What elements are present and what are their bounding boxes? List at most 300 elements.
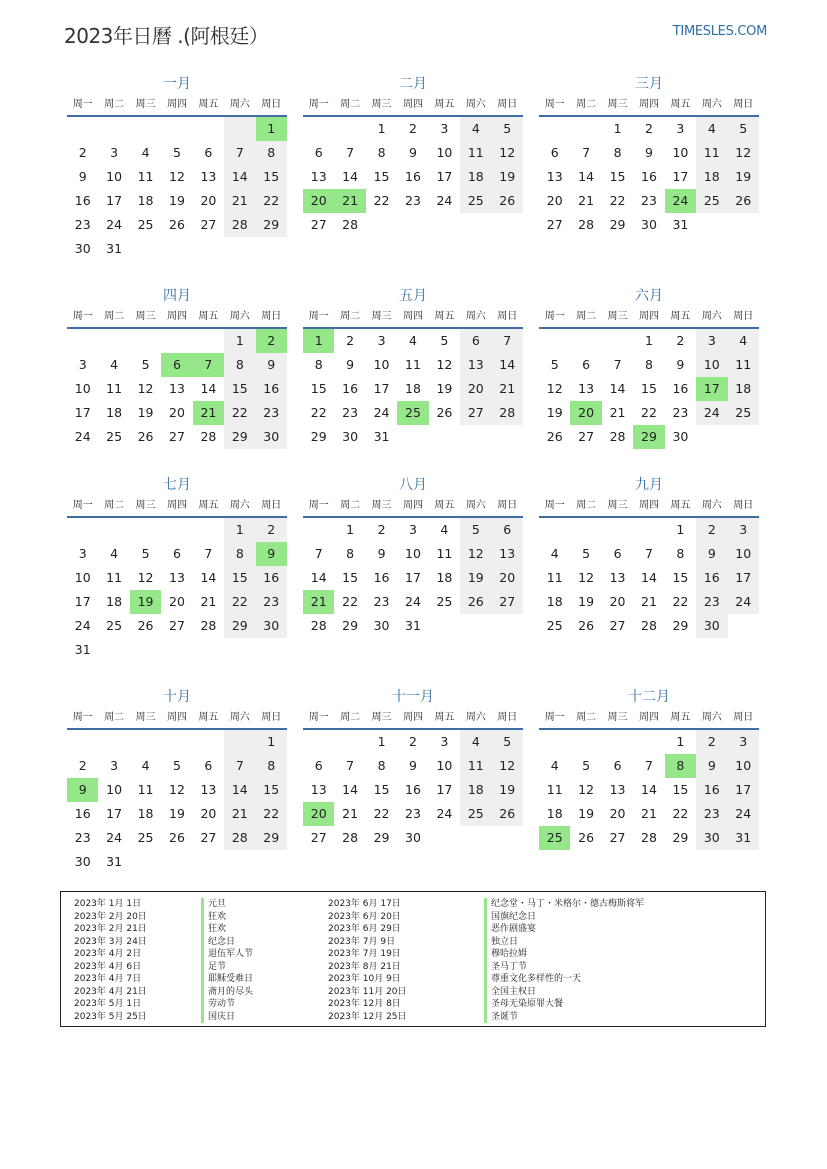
weekday-header: 周二 — [570, 307, 601, 329]
weekday-header: 周一 — [67, 307, 98, 329]
day-cell: 18 — [405, 381, 421, 396]
day-cell: 24 — [728, 590, 759, 614]
legend-holiday-name: 足节 — [201, 961, 253, 974]
day-cell: 16 — [641, 169, 657, 184]
legend-holiday-name: 圣马丁节 — [484, 961, 644, 974]
day-cell: 4 — [141, 145, 150, 160]
day-cell: 28 — [492, 401, 523, 425]
legend-date: 2023年 3月 24日 — [74, 936, 147, 947]
day-cell: 14 — [342, 782, 359, 797]
weekday-header: 周五 — [665, 95, 696, 117]
day-cell: 16 — [405, 169, 421, 184]
legend-holiday-name: 穆哈拉姆 — [484, 948, 644, 961]
day-cell: 24 — [106, 830, 123, 845]
day-cell: 21 — [224, 189, 255, 213]
day-cell: 2 — [78, 145, 87, 160]
weekday-header: 周一 — [67, 708, 98, 730]
day-cell: 31 — [74, 642, 91, 657]
weekday-header: 周日 — [492, 708, 523, 730]
day-cell: 23 — [672, 405, 689, 420]
day-cell: 6 — [582, 357, 591, 372]
weekday-header: 周六 — [460, 95, 491, 117]
empty-day-cell — [193, 518, 224, 542]
empty-day-cell — [303, 730, 334, 754]
day-cell: 1 — [377, 734, 386, 749]
legend-holiday-name: 国庆日 — [201, 1011, 253, 1024]
day-cell: 17 — [405, 570, 421, 585]
day-cell: 8 — [676, 546, 685, 561]
day-cell: 13 — [310, 169, 327, 184]
day-cell: 8 — [256, 141, 287, 165]
month-9 — [539, 474, 759, 638]
day-cell: 2 — [696, 730, 727, 754]
day-cell: 16 — [672, 381, 689, 396]
day-cell: 9 — [676, 357, 685, 372]
day-cell: 2 — [377, 522, 386, 537]
weekday-header: 周五 — [429, 496, 460, 518]
weekday-header: 周日 — [256, 95, 287, 117]
day-cell: 9 — [696, 754, 727, 778]
day-cell: 18 — [137, 806, 154, 821]
day-cell: 13 — [310, 782, 327, 797]
day-cell: 31 — [728, 826, 759, 850]
day-cell: 25 — [460, 802, 491, 826]
day-cell: 5 — [728, 117, 759, 141]
day-cell: 29 — [672, 830, 689, 845]
day-cell: 8 — [377, 145, 386, 160]
weekday-header: 周一 — [67, 496, 98, 518]
day-cell: 18 — [460, 165, 491, 189]
day-cell: 7 — [224, 141, 255, 165]
legend-holiday-name: 恶作剧盛宴 — [484, 923, 644, 936]
empty-day-cell — [303, 117, 334, 141]
day-cell: 5 — [550, 357, 559, 372]
day-cell: 27 — [578, 429, 595, 444]
legend-dates-column-2 — [328, 898, 407, 1023]
empty-day-cell — [570, 329, 601, 353]
day-cell: 21 — [609, 405, 626, 420]
day-cell: 9 — [696, 542, 727, 566]
day-cell: 11 — [137, 782, 154, 797]
month-4 — [67, 285, 287, 449]
day-cell: 12 — [546, 381, 563, 396]
day-cell: 12 — [578, 570, 595, 585]
day-cell: 4 — [550, 758, 559, 773]
holiday-day-cell: 25 — [539, 826, 570, 850]
day-cell: 1 — [645, 333, 653, 348]
day-cell: 8 — [224, 542, 255, 566]
day-cell: 24 — [696, 401, 727, 425]
month-1 — [67, 73, 287, 261]
day-cell: 28 — [342, 217, 359, 232]
day-cell: 18 — [728, 377, 759, 401]
day-cell: 26 — [728, 189, 759, 213]
day-cell: 7 — [492, 329, 523, 353]
day-cell: 20 — [200, 806, 217, 821]
weekday-header: 周五 — [193, 307, 224, 329]
day-cell: 1 — [377, 121, 386, 136]
day-cell: 29 — [256, 213, 287, 237]
day-cell: 9 — [256, 353, 287, 377]
weekday-header: 周五 — [665, 307, 696, 329]
day-cell: 29 — [672, 618, 689, 633]
weekday-header: 周四 — [161, 496, 192, 518]
legend-date: 2023年 4月 6日 — [74, 961, 142, 972]
day-cell: 24 — [728, 802, 759, 826]
weekday-header: 周五 — [665, 496, 696, 518]
day-cell: 16 — [696, 778, 727, 802]
month-title: 十二月 — [628, 689, 670, 705]
day-cell: 7 — [204, 546, 213, 561]
weekday-header: 周三 — [602, 95, 633, 117]
holiday-legend — [60, 891, 766, 1027]
day-cell: 8 — [256, 754, 287, 778]
empty-day-cell — [602, 518, 633, 542]
legend-holiday-name: 尊重文化多样性的一天 — [484, 973, 644, 986]
day-cell: 6 — [613, 758, 622, 773]
day-cell: 10 — [405, 546, 421, 561]
day-cell: 25 — [460, 189, 491, 213]
day-cell: 9 — [645, 145, 653, 160]
day-cell: 27 — [492, 590, 523, 614]
day-cell: 3 — [696, 329, 727, 353]
legend-date: 2023年 7月 19日 — [328, 949, 401, 959]
day-cell: 20 — [492, 566, 523, 590]
day-cell: 11 — [106, 570, 123, 585]
empty-day-cell — [570, 518, 601, 542]
day-cell: 8 — [346, 546, 355, 561]
day-cell: 18 — [696, 165, 727, 189]
legend-holiday-name: 退伍军人节 — [201, 948, 253, 961]
weekday-header: 周日 — [492, 496, 523, 518]
day-cell: 30 — [74, 854, 91, 869]
day-cell: 24 — [74, 618, 91, 633]
day-cell: 12 — [492, 141, 523, 165]
weekday-header: 周五 — [429, 708, 460, 730]
day-cell: 10 — [672, 145, 689, 160]
day-cell: 14 — [342, 169, 359, 184]
month-grid — [539, 496, 759, 638]
day-cell: 28 — [200, 618, 217, 633]
day-cell: 8 — [377, 758, 386, 773]
day-cell: 3 — [440, 734, 449, 749]
day-cell: 11 — [106, 381, 123, 396]
empty-day-cell — [633, 518, 664, 542]
empty-day-cell — [539, 518, 570, 542]
empty-day-cell — [161, 730, 192, 754]
empty-day-cell — [67, 518, 98, 542]
day-cell: 17 — [728, 778, 759, 802]
holiday-day-cell: 8 — [665, 754, 696, 778]
day-cell: 30 — [641, 217, 657, 232]
empty-day-cell — [602, 730, 633, 754]
day-cell: 15 — [256, 165, 287, 189]
day-cell: 27 — [609, 618, 626, 633]
day-cell: 27 — [310, 830, 327, 845]
day-cell: 31 — [106, 854, 123, 869]
weekday-header: 周二 — [98, 496, 129, 518]
weekday-header: 周日 — [256, 496, 287, 518]
weekday-header: 周三 — [366, 95, 397, 117]
day-cell: 21 — [641, 806, 657, 821]
day-cell: 26 — [578, 618, 595, 633]
weekday-header: 周四 — [161, 95, 192, 117]
day-cell: 17 — [436, 169, 453, 184]
day-cell: 11 — [460, 754, 491, 778]
day-cell: 26 — [169, 830, 185, 845]
day-cell: 29 — [310, 429, 327, 444]
day-cell: 7 — [613, 357, 622, 372]
day-cell: 17 — [106, 806, 123, 821]
legend-holiday-name: 纪念日 — [201, 936, 253, 949]
weekday-header: 周日 — [728, 307, 759, 329]
site-name[interactable]: TIMESLES.COM — [672, 24, 767, 39]
month-7 — [67, 474, 287, 662]
holiday-day-cell: 21 — [334, 189, 365, 213]
day-cell: 23 — [256, 590, 287, 614]
legend-holiday-name: 劳动节 — [201, 998, 253, 1011]
empty-day-cell — [539, 117, 570, 141]
month-12 — [539, 686, 759, 850]
weekday-header: 周二 — [334, 496, 365, 518]
day-cell: 5 — [141, 546, 150, 561]
legend-date: 2023年 12月 8日 — [328, 999, 401, 1009]
day-cell: 30 — [373, 618, 390, 633]
day-cell: 28 — [342, 830, 359, 845]
day-cell: 12 — [169, 782, 185, 797]
legend-date: 2023年 6月 29日 — [328, 924, 401, 934]
day-cell: 21 — [578, 193, 595, 208]
day-cell: 25 — [546, 618, 563, 633]
day-cell: 29 — [373, 830, 390, 845]
day-cell: 25 — [436, 594, 453, 609]
day-cell: 6 — [173, 546, 181, 561]
weekday-header: 周二 — [334, 708, 365, 730]
weekday-header: 周五 — [193, 708, 224, 730]
day-cell: 20 — [609, 806, 626, 821]
day-cell: 26 — [546, 429, 563, 444]
day-cell: 8 — [645, 357, 653, 372]
day-cell: 4 — [460, 117, 491, 141]
holiday-day-cell: 6 — [161, 353, 192, 377]
day-cell: 7 — [645, 758, 653, 773]
day-cell: 3 — [78, 357, 87, 372]
weekday-header: 周五 — [193, 496, 224, 518]
day-cell: 22 — [672, 594, 689, 609]
month-grid — [67, 307, 287, 449]
day-cell: 7 — [645, 546, 653, 561]
day-cell: 27 — [609, 830, 626, 845]
day-cell: 6 — [460, 329, 491, 353]
day-cell: 26 — [492, 189, 523, 213]
empty-day-cell — [98, 730, 129, 754]
weekday-header: 周二 — [570, 496, 601, 518]
day-cell: 25 — [696, 189, 727, 213]
day-cell: 24 — [106, 217, 123, 232]
legend-date: 2023年 4月 2日 — [74, 949, 142, 959]
day-cell: 6 — [550, 145, 559, 160]
day-cell: 30 — [672, 429, 689, 444]
day-cell: 27 — [200, 830, 217, 845]
weekday-header: 周五 — [193, 95, 224, 117]
day-cell: 26 — [460, 590, 491, 614]
weekday-header: 周四 — [397, 496, 428, 518]
day-cell: 7 — [582, 145, 591, 160]
day-cell: 23 — [696, 802, 727, 826]
day-cell: 19 — [728, 165, 759, 189]
weekday-header: 周三 — [130, 496, 161, 518]
day-cell: 22 — [609, 193, 626, 208]
holiday-day-cell: 1 — [303, 329, 334, 353]
empty-day-cell — [130, 117, 161, 141]
day-cell: 16 — [405, 782, 421, 797]
day-cell: 13 — [169, 381, 185, 396]
day-cell: 27 — [546, 217, 563, 232]
day-cell: 26 — [169, 217, 185, 232]
weekday-header: 周四 — [633, 496, 664, 518]
day-cell: 30 — [342, 429, 359, 444]
day-cell: 4 — [141, 758, 150, 773]
day-cell: 14 — [200, 570, 217, 585]
day-cell: 6 — [204, 145, 213, 160]
day-cell: 20 — [169, 594, 185, 609]
weekday-header: 周六 — [696, 307, 727, 329]
day-cell: 18 — [436, 570, 453, 585]
day-cell: 18 — [106, 594, 123, 609]
day-cell: 1 — [613, 121, 622, 136]
day-cell: 5 — [440, 333, 449, 348]
day-cell: 6 — [314, 758, 323, 773]
weekday-header: 周三 — [130, 708, 161, 730]
day-cell: 19 — [169, 806, 185, 821]
day-cell: 15 — [373, 169, 390, 184]
month-2 — [303, 73, 523, 237]
day-cell: 2 — [645, 121, 653, 136]
day-cell: 3 — [110, 145, 119, 160]
weekday-header: 周一 — [303, 708, 334, 730]
empty-day-cell — [303, 518, 334, 542]
day-cell: 12 — [492, 754, 523, 778]
day-cell: 30 — [696, 614, 727, 638]
day-cell: 2 — [409, 734, 417, 749]
day-cell: 15 — [256, 778, 287, 802]
day-cell: 28 — [641, 618, 657, 633]
day-cell: 29 — [342, 618, 359, 633]
weekday-header: 周二 — [98, 708, 129, 730]
day-cell: 18 — [106, 405, 123, 420]
weekday-header: 周二 — [334, 95, 365, 117]
day-cell: 19 — [578, 806, 595, 821]
month-grid — [303, 95, 523, 237]
empty-day-cell — [539, 730, 570, 754]
empty-day-cell — [161, 117, 192, 141]
day-cell: 24 — [405, 594, 421, 609]
legend-names-column-2 — [484, 898, 644, 1023]
day-cell: 16 — [696, 566, 727, 590]
weekday-header: 周三 — [602, 496, 633, 518]
weekday-header: 周五 — [429, 307, 460, 329]
legend-holiday-name: 狂欢 — [201, 911, 253, 924]
legend-holiday-name: 圣母无染原罪大餐 — [484, 998, 644, 1011]
weekday-header: 周四 — [161, 708, 192, 730]
day-cell: 17 — [373, 381, 390, 396]
legend-holiday-name: 国旗纪念日 — [484, 911, 644, 924]
day-cell: 7 — [314, 546, 323, 561]
legend-date: 2023年 12月 25日 — [328, 1011, 407, 1022]
day-cell: 13 — [609, 570, 626, 585]
weekday-header: 周日 — [256, 307, 287, 329]
day-cell: 29 — [256, 826, 287, 850]
day-cell: 30 — [74, 241, 91, 256]
day-cell: 9 — [409, 758, 417, 773]
legend-holiday-name: 斋月的尽头 — [201, 986, 253, 999]
day-cell: 2 — [256, 518, 287, 542]
day-cell: 21 — [200, 594, 217, 609]
day-cell: 4 — [460, 730, 491, 754]
weekday-header: 周一 — [539, 496, 570, 518]
weekday-header: 周一 — [539, 708, 570, 730]
day-cell: 5 — [492, 117, 523, 141]
legend-holiday-name: 元旦 — [201, 898, 253, 911]
day-cell: 4 — [550, 546, 559, 561]
legend-holiday-name: 独立日 — [484, 936, 644, 949]
day-cell: 17 — [74, 594, 91, 609]
month-grid — [539, 95, 759, 237]
holiday-day-cell: 19 — [130, 590, 161, 614]
day-cell: 25 — [106, 429, 123, 444]
weekday-header: 周一 — [303, 307, 334, 329]
day-cell: 16 — [256, 377, 287, 401]
day-cell: 18 — [137, 193, 154, 208]
day-cell: 3 — [377, 333, 386, 348]
legend-dates-column-1 — [74, 898, 147, 1023]
day-cell: 24 — [373, 405, 390, 420]
day-cell: 14 — [224, 778, 255, 802]
month-grid — [303, 496, 523, 638]
day-cell: 23 — [405, 193, 421, 208]
day-cell: 3 — [409, 522, 417, 537]
day-cell: 10 — [436, 145, 453, 160]
weekday-header: 周六 — [224, 95, 255, 117]
month-title: 六月 — [635, 288, 663, 304]
day-cell: 12 — [460, 542, 491, 566]
day-cell: 15 — [672, 782, 689, 797]
day-cell: 13 — [578, 381, 595, 396]
weekday-header: 周二 — [98, 307, 129, 329]
day-cell: 5 — [492, 730, 523, 754]
day-cell: 7 — [224, 754, 255, 778]
day-cell: 23 — [342, 405, 359, 420]
empty-day-cell — [98, 518, 129, 542]
empty-day-cell — [98, 117, 129, 141]
day-cell: 1 — [676, 734, 685, 749]
day-cell: 23 — [373, 594, 390, 609]
day-cell: 14 — [200, 381, 217, 396]
month-grid — [303, 708, 523, 850]
day-cell: 31 — [405, 618, 421, 633]
day-cell: 25 — [728, 401, 759, 425]
holiday-day-cell: 25 — [397, 401, 428, 425]
month-grid — [539, 708, 759, 850]
day-cell: 23 — [405, 806, 421, 821]
month-grid — [303, 307, 523, 449]
day-cell: 8 — [224, 353, 255, 377]
day-cell: 19 — [546, 405, 563, 420]
day-cell: 27 — [169, 429, 185, 444]
empty-day-cell — [570, 730, 601, 754]
day-cell: 10 — [106, 169, 123, 184]
day-cell: 31 — [672, 217, 689, 232]
